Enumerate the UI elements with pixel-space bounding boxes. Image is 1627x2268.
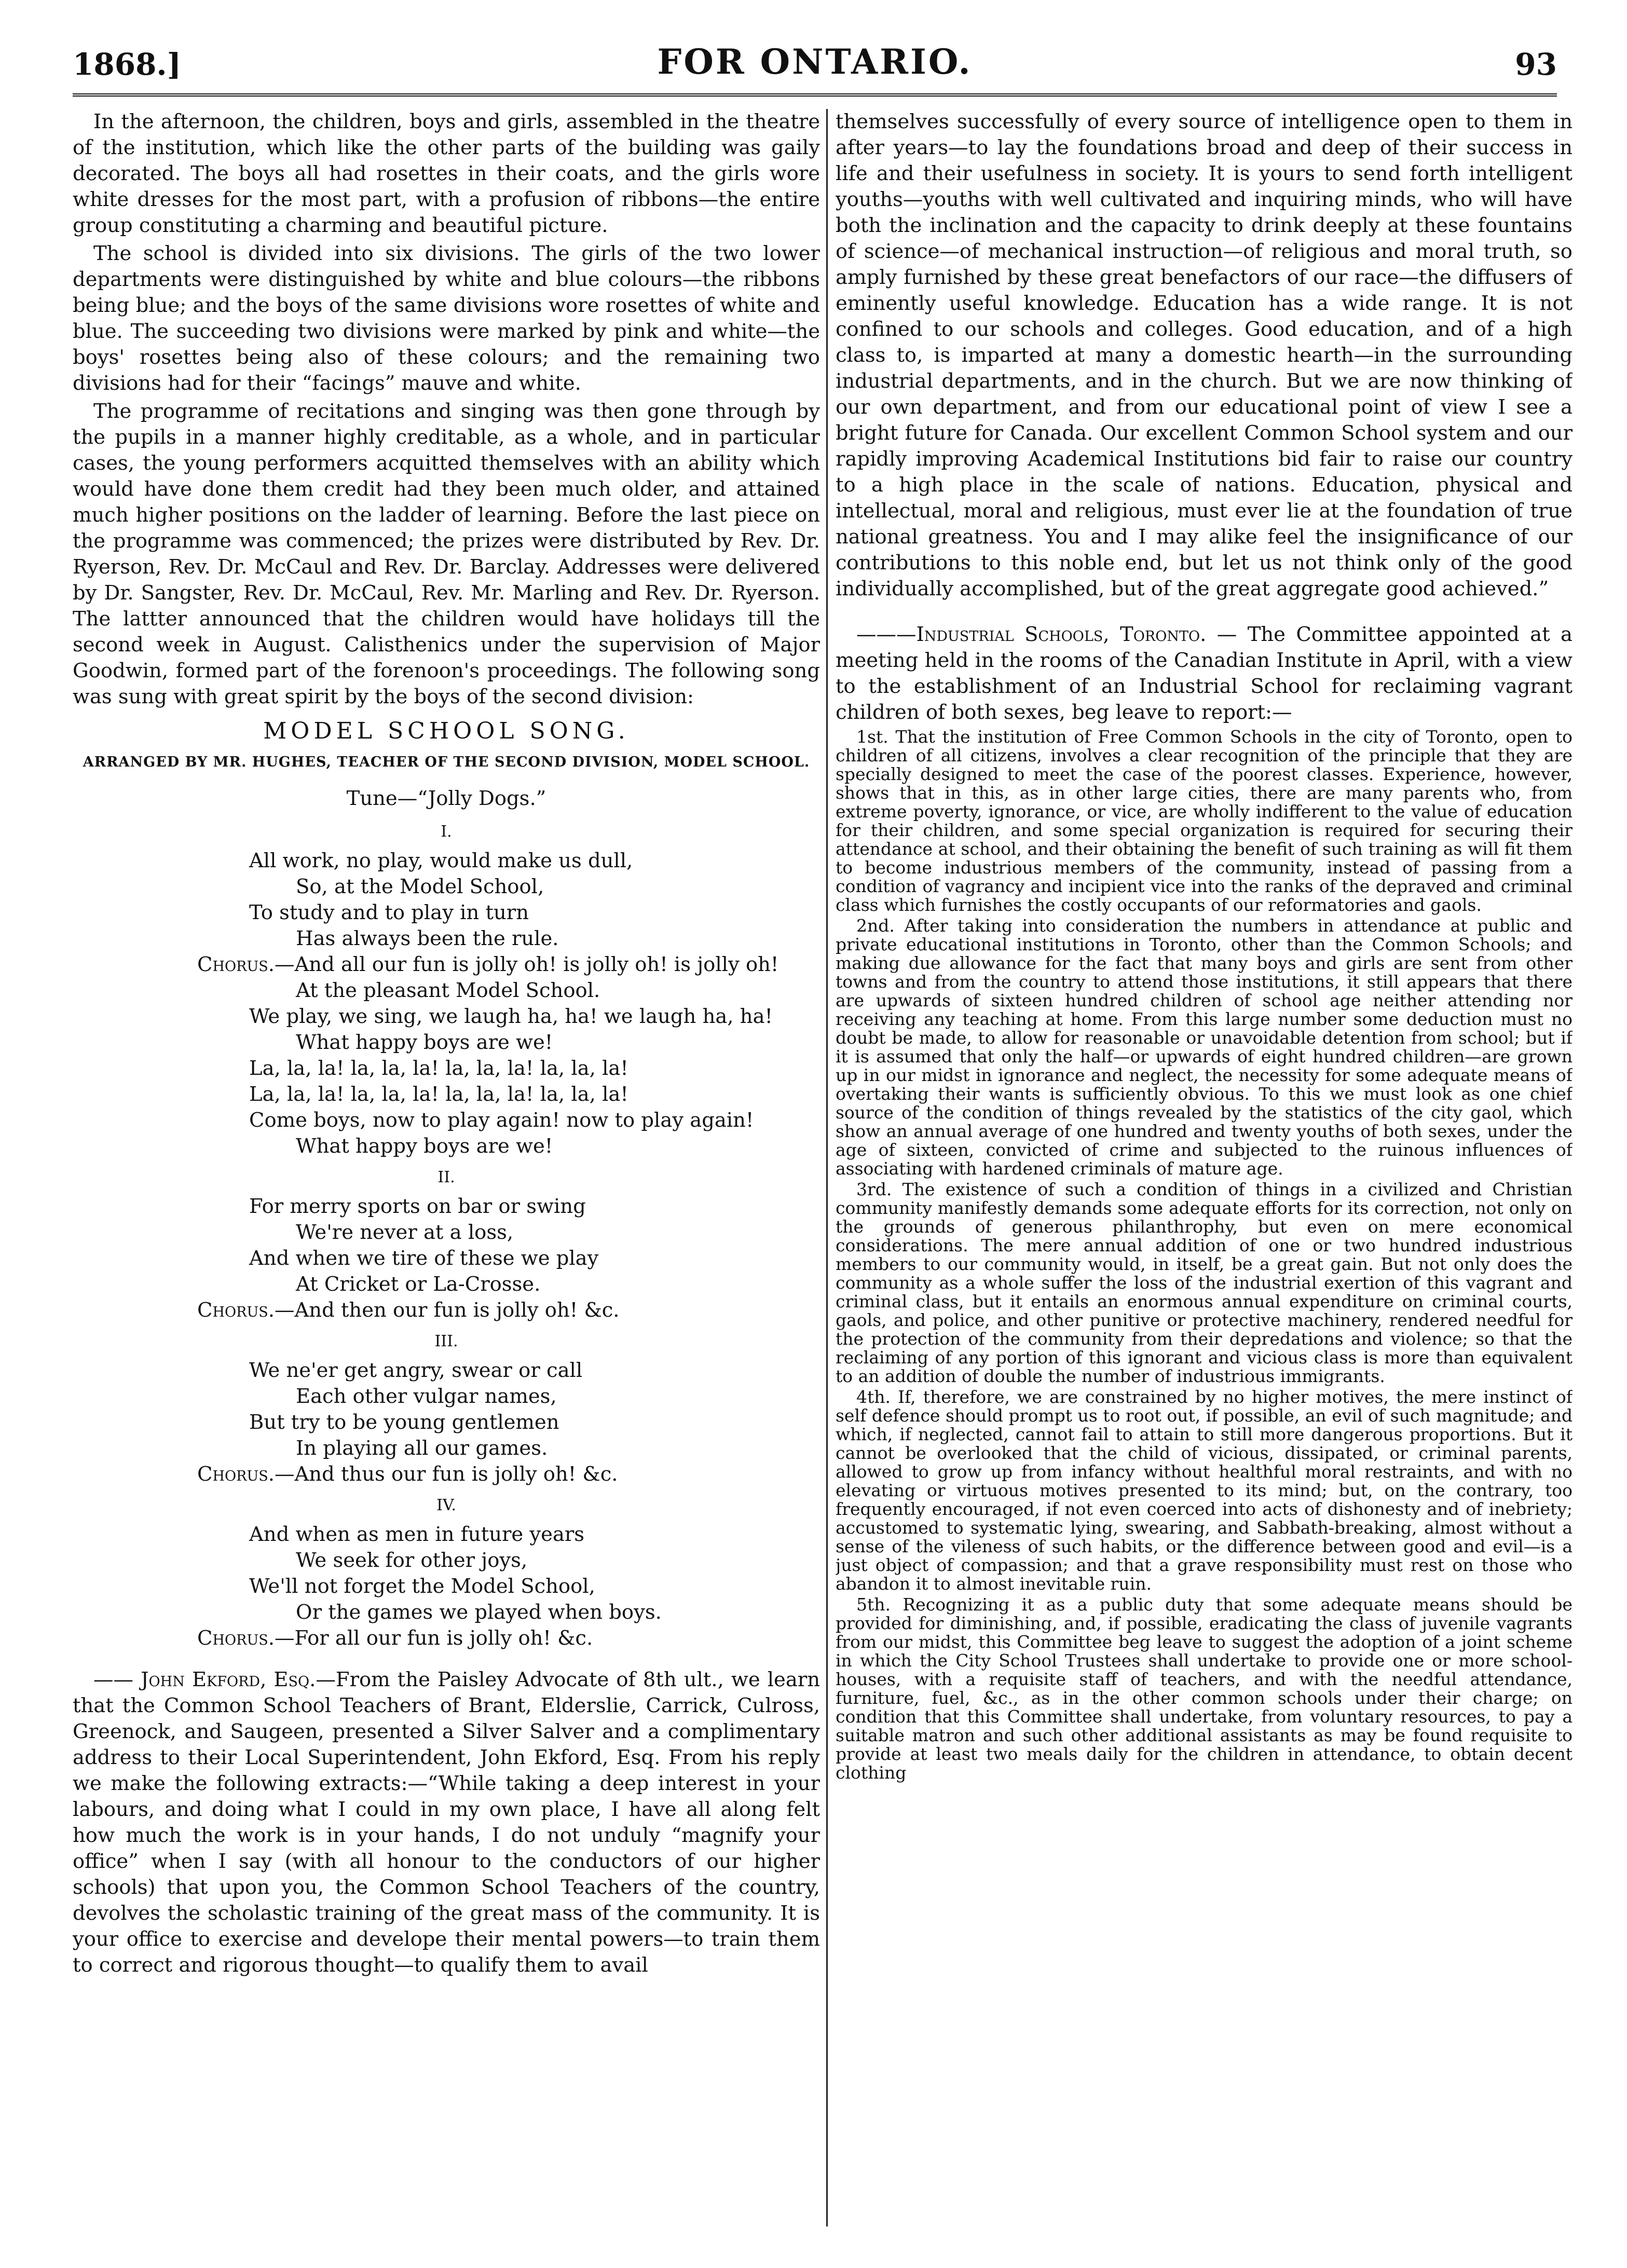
chorus-label: Chorus.	[197, 1463, 275, 1486]
verse-line: And when we tire of these we play	[249, 1247, 599, 1270]
chorus-line	[73, 952, 820, 978]
chorus-line: Come boys, now to play again! now to play again!	[249, 1109, 754, 1132]
chorus-line	[73, 1625, 820, 1651]
chorus-line: We play, we sing, we laugh ha, ha! we laugh ha, ha!	[249, 1005, 773, 1028]
header-year: 1868.]	[73, 47, 182, 82]
paragraph-industrial-schools	[836, 622, 1573, 726]
ekford-text: —From the Paisley Advocate of 8th ult., we learn that the Common School Teachers of Brant, Elderslie, Carrick, Culross, Greenock, and Saugeen, presented a Silver Salver and a complimentary address to their Local Superintendent, John Ekford, Esq. From his reply we make the following extracts:—“While taking a deep interest in your labours, and doing what I could in my own place, I have all along felt how much the work is in your hands, I do not unduly “magnify your office” when I say (with all honour to the conductors of our higher schools) that upon you, the Common School Teachers of the country, devolves the scholastic training of the great mass of the community. It is your office to exercise and develope their mental powers—to train them to correct and rigorous thought—to qualify them to avail	[73, 1668, 820, 1977]
left-column	[73, 109, 820, 2226]
newspaper-page	[73, 36, 1573, 2237]
verse-line: So, at the Model School,	[296, 875, 544, 898]
verse-line: But try to be young gentlemen	[249, 1411, 559, 1434]
chorus-line: La, la, la! la, la, la! la, la, la! la, la, la!	[249, 1083, 628, 1106]
industrial-heading: ———Industrial Schools, Toronto.	[856, 623, 1207, 646]
verse-line: We seek for other joys,	[296, 1549, 528, 1572]
verse-line: We ne'er get angry, swear or call	[249, 1359, 583, 1382]
chorus-line	[73, 1297, 820, 1323]
verse-line: Or the games we played when boys.	[296, 1601, 662, 1624]
verse-line: In playing all our games.	[296, 1437, 548, 1460]
chorus-text: —And thus our fun is jolly oh! &c.	[274, 1463, 618, 1486]
chorus-line: What happy boys are we!	[296, 1135, 553, 1158]
paragraph-divisions: The school is divided into six divisions. The girls of the two lower departments were distinguished by white and blue colours—the ribbons being blue; and the boys of the same divisions wore rosettes of white and blue. The succeeding two divisions were marked by pink and white—the boys' rosettes being also of these colours; and the remaining two divisions had for their “facings” mauve and white.	[73, 242, 820, 395]
verse-line: Has always been the rule.	[296, 927, 559, 950]
chorus-line: At the pleasant Model School.	[296, 979, 600, 1002]
industrial-intro: — The Committee appointed at a meeting held in the rooms of the Canadian Institute in April, with a view to the establishment of an Industrial School for reclaiming vagrant children of both sexes, beg leave to report:—	[836, 623, 1573, 724]
report-item-4th: 4th. If, therefore, we are constrained by no higher motives, the mere instinct of self defence should prompt us to root out, if possible, an evil of such magnitude; and which, if neglected, cannot fail to attain to still more dangerous proportions. But it cannot be overlooked that the child of vicious, dissipated, or criminal parents, allowed to grow up from infancy without healthful moral restraints, and with no elevating or virtuous motives presented to its mind; but, on the contrary, too frequently encouraged, if not even coerced into acts of dishonesty and of inebriety; accustomed to systematic lying, swearing, and Sabbath-breaking, almost without a sense of the vileness of such habits, or the difference between good and evil—is a just object of compassion; and that a grave responsibility must rest on those who abandon it to almost inevitable ruin.	[836, 1387, 1573, 1594]
running-head	[73, 36, 1557, 97]
song-title: MODEL SCHOOL SONG.	[263, 718, 630, 744]
chorus-label: Chorus.	[197, 1299, 275, 1322]
chorus-line	[73, 1461, 820, 1487]
verse-line: We're never at a loss,	[296, 1221, 514, 1244]
paragraph-afternoon: In the afternoon, the children, boys and girls, assembled in the theatre of the institution, which like the other parts of the building was gaily decorated. The boys all had rosettes in their coats, and the girls wore white dresses for the most part, with a profusion of ribbons—the entire group constituting a charming and beautiful picture.	[73, 110, 820, 237]
verse-line: We'll not forget the Model School,	[249, 1575, 595, 1598]
column-rule	[826, 109, 828, 2226]
verse-line: At Cricket or La-Crosse.	[296, 1273, 541, 1296]
chorus-label: Chorus.	[197, 953, 275, 976]
ekford-heading: —— John Ekford, Esq.	[93, 1668, 316, 1691]
chorus-text: —For all our fun is jolly oh! &c.	[274, 1627, 593, 1650]
paragraph-ekford-continued: themselves successfully of every source of intelligence open to them in after years—to lay the foundations broad and deep of their success in life and their usefulness in society. It is yours to send forth intelligent youths—youths with well cultivated and inquiring minds, who will have both the inclination and the capacity to drink deeply at these fountains of science—of mechanical instruction—of religious and moral truth, so amply furnished by these great benefactors of our race—the diffusers of eminently useful knowledge. Education has a wide range. It is not confined to our schools and colleges. Good education, and of a high class to, is imparted at many a domestic hearth—in the surrounding industrial departments, and in the church. But we are now thinking of our own department, and from our educational point of view I see a bright future for Canada. Our excellent Common School system and our rapidly improving Academical Institutions bid fair to raise our country to a high place in the scale of nations. Education, physical and intellectual, moral and religious, must ever lie at the foundation of true national greatness. You and I may alike feel the insignificance of our contributions to this noble end, but let us not think only of the good individually accomplished, but of the great aggregate good achieved.”	[836, 110, 1573, 600]
report-item-2nd: 2nd. After taking into consideration the numbers in attendance at public and private educational institutions in Toronto, other than the Common Schools; and making due allowance for the fact that many boys and girls are sent from other towns and from the country to attend those institutions, it still appears that there are upwards of sixteen hundred children of school age neither attending nor receiving any teaching at home. From this large number some deduction must no doubt be made, to allow for reasonable or unavoidable detention from school; but if it is assumed that only the half—or upwards of eight hundred children—are grown up in our midst in ignorance and neglect, the necessity for some adequate means of overtaking their wants is sufficiently obvious. To this we must look as one chief source of the condition of things revealed by the statistics of the city gaol, which show an annual average of one hundred and twenty youths of both sexes, under the age of sixteen, convicted of crime and subjected to the ruinous influences of associating with hardened criminals of mature age.	[836, 916, 1573, 1179]
verse-number: II.	[437, 1168, 455, 1186]
verse-line: To study and to play in turn	[249, 901, 529, 924]
paragraph-ekford	[73, 1667, 820, 1978]
verse-number: I.	[441, 823, 452, 841]
right-column	[836, 109, 1573, 2226]
chorus-label: Chorus.	[197, 1627, 275, 1650]
chorus-text: —And all our fun is jolly oh! is jolly oh! is jolly oh!	[274, 953, 779, 976]
song-credit: ARRANGED BY MR. HUGHES, TEACHER OF THE SECOND DIVISION, MODEL SCHOOL.	[83, 754, 810, 770]
report-item-5th: 5th. Recognizing it as a public duty that some adequate means should be provided for diminishing, and, if possible, eradicating the class of juvenile vagrants from our midst, this Committee beg leave to suggest the adoption of a joint scheme in which the City School Trustees shall undertake to provide one or more school-houses, with a requisite staff of teachers, and with the needful attendance, furniture, fuel, &c., as in the other common schools under their charge; on condition that this Committee shall undertake, from voluntary resources, to pay a suitable matron and such other additional assistants as may be found requisite to provide at least two meals daily for the children in attendance, to obtain decent clothing	[836, 1594, 1573, 1783]
verse-line: All work, no play, would make us dull,	[249, 849, 633, 872]
verse-line: Each other vulgar names,	[296, 1385, 557, 1408]
verse-line: And when as men in future years	[249, 1523, 585, 1546]
verse-number: III.	[434, 1332, 458, 1350]
header-title: FOR ONTARIO.	[657, 42, 973, 82]
header-page-number: 93	[1515, 47, 1557, 82]
chorus-text: —And then our fun is jolly oh! &c.	[274, 1299, 620, 1322]
chorus-line: La, la, la! la, la, la! la, la, la! la, la, la!	[249, 1057, 628, 1080]
report-item-1st: 1st. That the institution of Free Common Schools in the city of Toronto, open to children of all citizens, involves a clear recognition of the principle that they are specially designed to meet the case of the poorest classes. Experience, however, shows that in this, as in other large cities, there are many parents who, from extreme poverty, ignorance, or vice, are wholly indifferent to the value of education for their children, and some special organization is required for securing their attendance at school, and their obtaining the benefit of such training as will fit them to become industrious members of the community, instead of passing from a condition of vagrancy and incipient vice into the ranks of the depraved and criminal class which furnishes the costly occupants of our reformatories and gaols.	[836, 727, 1573, 915]
chorus-line: What happy boys are we!	[296, 1031, 553, 1054]
verse-line: For merry sports on bar or swing	[249, 1195, 586, 1218]
verse-number: IV.	[436, 1496, 456, 1514]
paragraph-programme: The programme of recitations and singing was then gone through by the pupils in a manner highly creditable, as a whole, and in particular cases, the young performers acquitted themselves with an ability which would have done them credit had they been much older, and attained much higher positions on the ladder of learning. Before the last piece on the programme was commenced; the prizes were distributed by Rev. Dr. Ryerson, Rev. Dr. McCaul and Rev. Dr. Barclay. Addresses were delivered by Dr. Sangster, Rev. Dr. McCaul, Rev. Mr. Marling and Rev. Dr. Ryerson. The lattter announced that the children would have holidays till the second week in August. Calisthenics under the supervision of Major Goodwin, formed part of the forenoon's proceedings. The following song was sung with great spirit by the boys of the second division:	[73, 400, 820, 708]
report-item-3rd: 3rd. The existence of such a condition of things in a civilized and Christian community manifestly demands some adequate efforts for its correction, not only on the grounds of generous philanthrophy, but even on mere economical considerations. The mere annual addition of one or two hundred industrious members to our community would, in itself, be a great gain. But not only does the community as a whole suffer the loss of the industrial exertion of this vagrant and criminal class, but it entails an enormous annual expenditure on criminal courts, gaols, and police, and other punitive or protective machinery, rendered needful for the protection of the community from their depredations and violence; so that the reclaiming of any portion of this ignorant and vicious class is more than equivalent to an addition of double the number of industrious immigrants.	[836, 1179, 1573, 1386]
song-tune: Tune—“Jolly Dogs.”	[346, 787, 546, 810]
